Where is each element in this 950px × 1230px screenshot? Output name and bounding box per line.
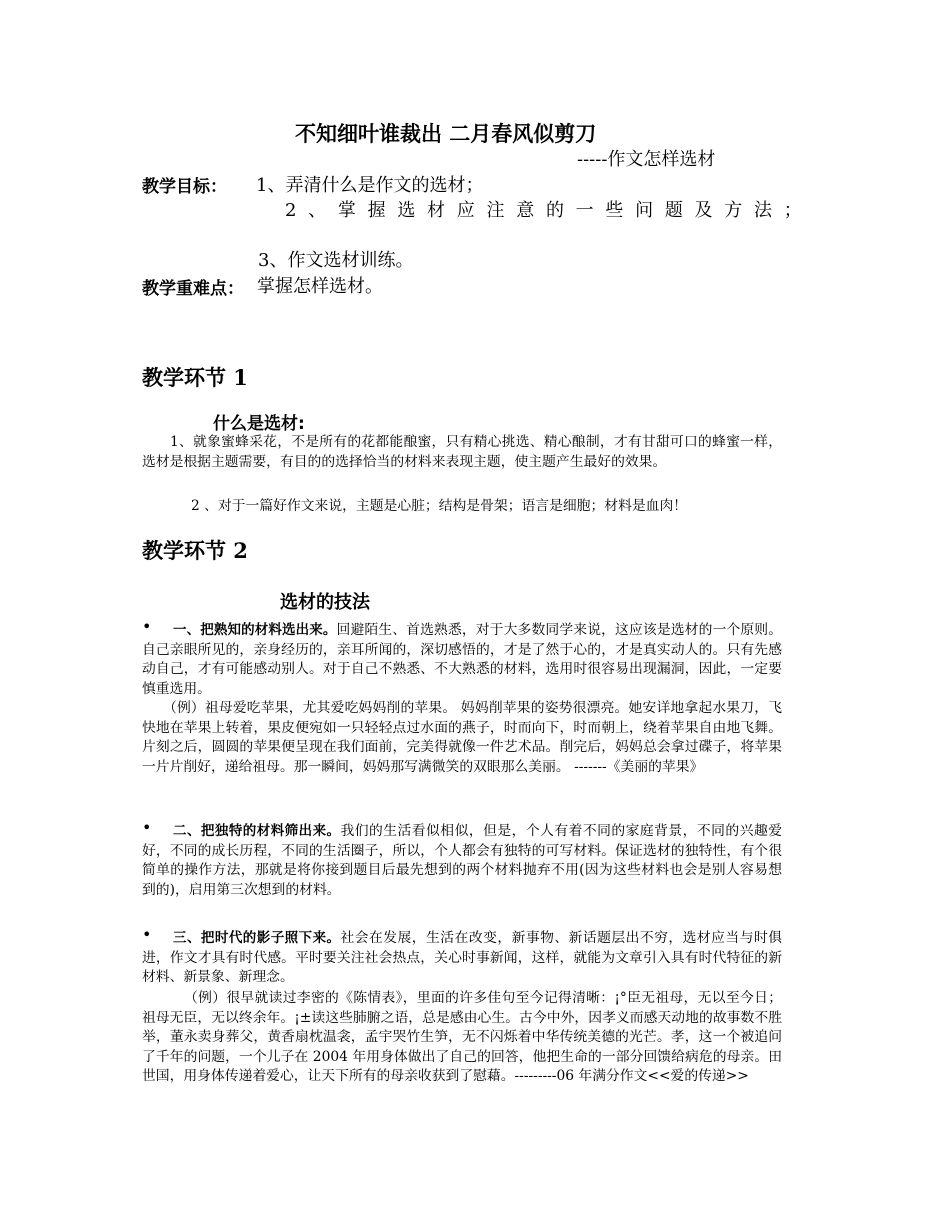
objectives-label: 教学目标： (142, 177, 227, 197)
objective-item-1: 1、弄清什么是作文的选材； (256, 175, 484, 196)
section-1-subheading: 什么是选材: (213, 414, 305, 434)
bullet-icon: • (142, 925, 152, 944)
technique-1-text: 回避陌生、首选熟悉，对于大多数同学来说，这应该是选材的一个原则。自己亲眼所见的，亲身经历的，亲耳所闻的，深切感悟的，才是了然于心的，才是真实动人的。只有先感动自己，才有可能感动别人。对于自己不熟悉、不大熟悉的材料，选用时很容易出现漏洞，因此，一定要慎重选用。 (142, 622, 783, 697)
technique-2-paragraph (142, 822, 782, 900)
section-2-subheading: 选材的技法 (280, 592, 370, 613)
technique-2-lead: 二、把独特的材料筛出来。 (173, 823, 341, 839)
technique-3-lead: 三、把时代的影子照下来。 (173, 930, 341, 946)
section-1-paragraph-1: 1、就象蜜蜂采花，不是所有的花都能酿蜜，只有精心挑选、精心酿制，才有甘甜可口的蜂蜜一样，选材是根据主题需要，有目的的选择恰当的材料来表现主题，使主题产生最好的效果。 (142, 434, 782, 470)
technique-1-example: （例）祖母爱吃苹果，尤其爱吃妈妈削的苹果。 妈妈削苹果的姿势很漂亮。她安详地拿起水果刀，飞快地在苹果上转着，果皮便宛如一只轻轻点过水面的燕子，时而向下，时而朝上，绕着苹果自由地飞舞。片刻之后，圆圆的苹果便呈现在我们面前，完美得就像一件艺术品。削完后，妈妈总会拿过碟子，将苹果一片片削好，递给祖母。那一瞬间，妈妈那写满微笑的双眼那么美丽。 -------《美丽的苹果》 (142, 700, 782, 775)
objective-item-3: 3、作文选材训练。 (258, 250, 414, 271)
technique-3-text: 社会在发展，生活在改变，新事物、新话题层出不穷，选材应当与时俱进，作文才具有时代感。平时要关注社会热点，关心时事新闻，这样，就能为文章引入具有时代特征的新材料、新景象、新理念。 (142, 930, 783, 985)
technique-1-paragraph (142, 621, 782, 699)
technique-1-lead: 一、把熟知的材料选出来。 (173, 622, 337, 638)
technique-3-example: （例）很早就读过李密的《陈情表》，里面的许多佳句至今记得清晰：¡°臣无祖母，无以至今日；祖母无臣，无以终余年。¡±读这些肺腑之语，总是感由心生。古今中外，因孝义而感天动地的故事数不胜举，董永卖身葬父，黄香扇枕温衾，孟宇哭竹生笋，无不闪烁着中华传统美德的光芒。孝，这一个被追问了千年的问题，一个儿子在 2004 年用身体做出了自己的回答，他把生命的一部分回馈给病危的母亲。田世国，用身体传递着爱心，让天下所有的母亲收获到了慰藉。---------06 年满分作文<<爱的传递>> (142, 990, 782, 1084)
section-1-paragraph-2: 2 、对于一篇好作文来说，主题是心脏；结构是骨架；语言是细胞；材料是血肉！ (191, 498, 688, 514)
page-title: 不知细叶谁裁出 二月春风似剪刀 (295, 122, 597, 146)
objective-item-2: 2 、 掌 握 选 材 应 注 意 的 一 些 问 题 及 方 法 ； (285, 200, 805, 221)
technique-2-text: 我们的生活看似相似，但是，个人有着不同的家庭背景，不同的兴趣爱好，不同的成长历程，不同的生活圈子，所以，个人都会有独特的可写材料。保证选材的独特性，有个很简单的操作方法，那就是将你接到题目后最先想到的两个材料抛弃不用(因为这些材料也会是别人容易想到的)，启用第三次想到的材料。 (142, 823, 783, 898)
page-subtitle: -----作文怎样选材 (577, 149, 716, 170)
section-2-heading: 教学环节 2 (142, 538, 248, 563)
bullet-icon: • (142, 617, 152, 636)
key-points-text: 掌握怎样选材。 (257, 276, 383, 297)
key-points-label: 教学重难点： (142, 279, 244, 299)
section-1-heading: 教学环节 1 (142, 365, 248, 390)
bullet-icon: • (142, 818, 152, 837)
technique-3-paragraph (142, 929, 782, 988)
